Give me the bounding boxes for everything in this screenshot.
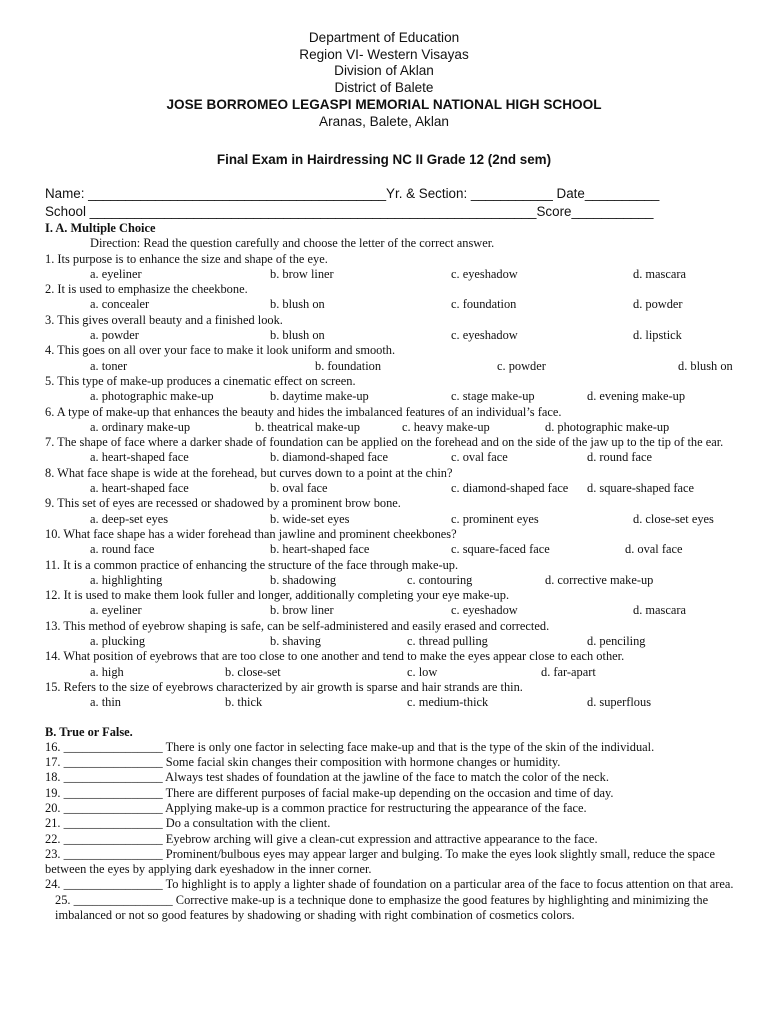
question-4: 4. This goes on all over your face to make it look uniform and smooth. [45,343,396,358]
options-row-3 [45,328,750,343]
option-13-b: b. shaving [270,634,321,649]
question-6: 6. A type of make-up that enhances the beauty and hides the imbalanced features of an individual’s face. [45,404,562,419]
option-8-a: a. heart-shaped face [90,481,189,496]
question-9: 9. This set of eyes are recessed or shadowed by a prominent brow bone. [45,496,401,511]
option-2-d: d. powder [633,297,683,312]
options-row-14 [45,665,750,680]
option-9-d: d. close-set eyes [633,511,714,526]
option-8-d: d. square-shaped face [587,481,694,496]
true-false-item-24: 24. ________________ To highlight is to apply a lighter shade of foundation on a particular area of the face to focus attention on that area. [45,877,734,892]
option-12-c: c. eyeshadow [451,603,518,618]
option-3-b: b. blush on [270,328,325,343]
option-15-d: d. superflous [587,695,652,710]
option-12-d: d. mascara [633,603,686,618]
true-false-item-25: 25. ________________ Corrective make-up is a technique done to emphasize the good features by highlighting and minimizing the imbalanced or not so good features by shadowing or shading with right combination of cosmetics colors. [55,892,709,923]
true-false-item-18: 18. ________________ Always test shades of foundation at the jawline of the face to match the color of the neck. [45,770,609,785]
header-line-region: Region VI- Western Visayas [299,46,469,62]
option-11-c: c. contouring [407,572,473,587]
section-b-heading: B. True or False. [45,724,133,739]
option-7-b: b. diamond-shaped face [270,450,389,465]
option-8-b: b. oval face [270,481,328,496]
question-3: 3. This gives overall beauty and a finished look. [45,312,283,327]
option-9-b: b. wide-set eyes [270,511,350,526]
option-14-d: d. far-apart [541,664,596,679]
header-line-division: Division of Aklan [334,63,434,79]
option-6-b: b. theatrical make-up [255,419,360,434]
question-12: 12. It is used to make them look fuller and longer, additionally completing your eye make-up. [45,588,510,603]
option-5-b: b. daytime make-up [270,389,369,404]
options-row-15 [45,695,750,710]
option-10-a: a. round face [90,542,155,557]
question-13: 13. This method of eyebrow shaping is safe, can be self-administered and easily erased and corrected. [45,618,550,633]
true-false-list [45,740,750,924]
option-7-d: d. round face [587,450,653,465]
question-14: 14. What position of eyebrows that are too close to one another and tend to make the eyes appear close to each other. [45,649,625,664]
option-10-b: b. heart-shaped face [270,542,370,557]
option-8-c: c. diamond-shaped face [451,481,569,496]
option-13-d: d. penciling [587,634,646,649]
multiple-choice-list [45,252,750,711]
option-6-c: c. heavy make-up [402,419,490,434]
question-8: 8. What face shape is wide at the forehead, but curves down to a point at the chin? [45,465,453,480]
option-9-c: c. prominent eyes [451,511,539,526]
options-row-5 [45,389,750,404]
option-6-a: a. ordinary make-up [90,419,191,434]
options-row-2 [45,297,750,312]
options-row-11 [45,573,750,588]
true-false-item-16: 16. ________________ There is only one factor in selecting face make-up and that is the type of the skin of the individual. [45,739,655,754]
direction-text: Direction: Read the question carefully and choose the letter of the correct answer. [90,236,495,251]
option-12-a: a. eyeliner [90,603,142,618]
option-4-a: a. toner [90,358,128,373]
option-1-d: d. mascara [633,266,686,281]
options-row-1 [45,267,750,282]
exam-body [45,221,750,923]
options-row-9 [45,512,750,527]
section-a-heading: I. A. Multiple Choice [45,221,156,235]
document-header [0,30,768,131]
header-line-department: Department of Education [308,30,460,45]
option-15-a: a. thin [90,695,121,710]
true-false-item-17: 17. ________________ Some facial skin changes their composition with hormone changes or humidity. [45,755,561,770]
question-10: 10. What face shape has a wider forehead than jawline and prominent cheekbones? [45,526,457,541]
true-false-item-20: 20. ________________ Applying make-up is a common practice for restructuring the appearance of the face. [45,800,587,815]
option-5-d: d. evening make-up [587,389,686,404]
option-1-a: a. eyeliner [90,266,142,281]
school-address: Aranas, Balete, Aklan [319,114,449,130]
true-false-item-23: 23. ________________ Prominent/bulbous eyes may appear larger and bulging. To make the eyes look slightly small, reduce the space between the eyes by applying dark eyeshadow in the inner corner. [45,846,716,877]
option-9-a: a. deep-set eyes [90,511,169,526]
question-2: 2. It is used to emphasize the cheekbone. [45,282,248,297]
option-6-d: d. photographic make-up [545,419,670,434]
question-1: 1. Its purpose is to enhance the size and shape of the eye. [45,251,328,266]
option-2-a: a. concealer [90,297,150,312]
exam-title: Final Exam in Hairdressing NC II Grade 12 (2nd sem) [216,152,552,167]
option-3-c: c. eyeshadow [451,328,518,343]
school-name: JOSE BORROMEO LEGASPI MEMORIAL NATIONAL HIGH SCHOOL [166,97,602,113]
question-11: 11. It is a common practice of enhancing the structure of the face through make-up. [45,557,459,572]
options-row-7 [45,450,750,465]
option-11-d: d. corrective make-up [545,572,654,587]
options-row-10 [45,542,750,557]
info-row-name: Name: ________________________________________Yr. & Section: ___________ Date__________ [45,186,660,201]
option-11-a: a. highlighting [90,572,163,587]
options-row-13 [45,634,750,649]
true-false-item-19: 19. ________________ There are different purposes of facial make-up depending on the occasion and time of day. [45,785,614,800]
option-4-d: d. blush on [678,358,733,373]
true-false-item-22: 22. ________________ Eyebrow arching will give a clean-cut expression and attractive appearance to the face. [45,831,598,846]
header-line-district: District of Balete [334,79,434,95]
option-14-b: b. close-set [225,664,281,679]
option-14-a: a. high [90,664,124,679]
option-15-b: b. thick [225,695,263,710]
question-15: 15. Refers to the size of eyebrows characterized by air growth is sparse and hair strands are thin. [45,679,523,694]
option-13-c: c. thread pulling [407,634,488,649]
option-7-a: a. heart-shaped face [90,450,189,465]
option-4-b: b. foundation [315,358,382,373]
option-11-b: b. shadowing [270,572,337,587]
option-15-c: c. medium-thick [407,695,489,710]
option-7-c: c. oval face [451,450,508,465]
option-2-b: b. blush on [270,297,325,312]
option-1-c: c. eyeshadow [451,266,518,281]
options-row-8 [45,481,750,496]
option-10-d: d. oval face [625,542,683,557]
option-10-c: c. square-faced face [451,542,550,557]
option-2-c: c. foundation [451,297,517,312]
option-14-c: c. low [407,664,438,679]
option-13-a: a. plucking [90,634,146,649]
question-7: 7. The shape of face where a darker shade of foundation can be applied on the forehead and on the side of the jaw up to the tip of the ear. [45,435,724,450]
option-3-a: a. powder [90,328,139,343]
info-row-school: School ____________________________________________________________Score___________ [45,204,654,219]
options-row-12 [45,603,750,618]
options-row-6 [45,420,750,435]
option-3-d: d. lipstick [633,328,682,343]
option-12-b: b. brow liner [270,603,334,618]
option-4-c: c. powder [497,358,546,373]
question-5: 5. This type of make-up produces a cinematic effect on screen. [45,373,356,388]
option-5-a: a. photographic make-up [90,389,214,404]
options-row-4 [45,359,750,374]
option-5-c: c. stage make-up [451,389,535,404]
true-false-item-21: 21. ________________ Do a consultation with the client. [45,816,331,831]
option-1-b: b. brow liner [270,266,334,281]
